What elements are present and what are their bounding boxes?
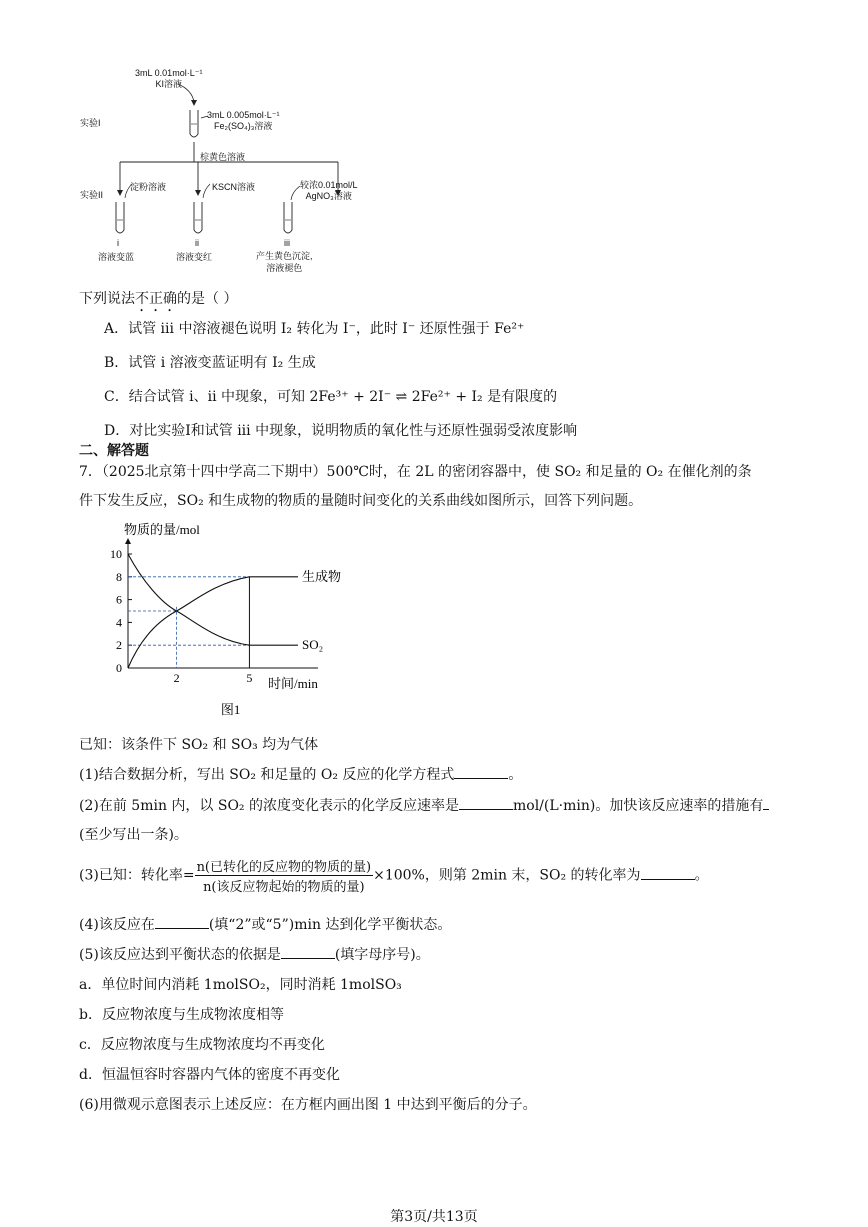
section-title: 二、解答题 — [79, 443, 149, 459]
answer-blank-5[interactable] — [281, 946, 335, 959]
q7-option-d[interactable]: d．恒温恒容时容器内气体的密度不再变化 — [79, 1067, 340, 1083]
series-label: SO₂ — [302, 637, 324, 653]
tube-ii-result: 溶液变红 — [176, 252, 213, 262]
tube-top — [190, 110, 198, 137]
chart-figure — [100, 520, 350, 720]
q7-line2: 件下发生反应，SO₂ 和生成物的物质的量随时间变化的关系曲线如图所示，回答下列问题。 — [79, 493, 643, 509]
y-tick-label: 0 — [116, 661, 122, 675]
q7-option-a[interactable]: a．单位时间内消耗 1molSO₂，同时消耗 1molSO₃ — [79, 977, 402, 993]
answer-blank-3[interactable] — [641, 867, 695, 880]
tube-i-reagent: 淀粉溶液 — [130, 182, 167, 192]
conversion-fraction: $\frac{\text{n(已转化的反应物的物质的量)}}{\text{n(该反应物起始的物质的量)}}$ — [195, 856, 374, 895]
y-tick-label: 8 — [116, 569, 122, 584]
q6-option-c[interactable]: C．结合试管 i、ii 中现象，可知 2Fe³⁺ + 2I⁻ ⇌ 2Fe²⁺ + I₂ 是有限度的 — [104, 389, 558, 405]
tube-ii — [194, 202, 202, 233]
answer-blank-2b[interactable] — [763, 797, 769, 810]
tube-ii-reagent: KSCN溶液 — [212, 182, 256, 192]
reagent-ki: 3mL 0.01mol·L⁻¹ KI溶液 — [135, 68, 203, 89]
reagent-fe: 3mL 0.005mol·L⁻¹ Fe₂(SO₄)₃溶液 — [207, 110, 280, 131]
answer-blank-1[interactable] — [454, 766, 508, 779]
tube-ii-label: ii — [195, 238, 199, 248]
q7-option-c[interactable]: c．反应物浓度与生成物浓度均不再变化 — [79, 1037, 325, 1053]
mid-label: 棕黄色溶液 — [200, 152, 246, 162]
y-tick-label: 2 — [116, 638, 122, 653]
tube-iii-label: iii — [284, 238, 290, 248]
series-label: 生成物 — [302, 568, 342, 584]
x-tick-label: 2 — [173, 671, 180, 685]
exp2-label: 实验II — [80, 190, 104, 200]
answer-blank-2[interactable] — [459, 797, 513, 810]
y-tick-label: 4 — [116, 615, 122, 630]
q7-part4: (4)该反应在 (填“2”或“5”)min 达到化学平衡状态。 — [79, 917, 452, 933]
tube-iii-result: 产生黄色沉淀, 溶液褪色 — [256, 251, 313, 273]
exp1-label: 实验I — [80, 118, 101, 128]
q7-known: 已知：该条件下 SO₂ 和 SO₃ 均为气体 — [79, 737, 319, 753]
y-tick-label: 6 — [116, 592, 122, 607]
q7-part5: (5)该反应达到平衡状态的依据是 (填字母序号)。 — [79, 947, 430, 963]
series-line-product — [128, 577, 298, 668]
q6-stem: 下列说法不正确的是（ ） — [79, 291, 238, 307]
ki-arrowhead — [191, 100, 197, 106]
tube-i — [116, 202, 124, 233]
tube-iii-reagent: 较浓0.01mol/L AgNO₃溶液 — [300, 180, 358, 201]
y-axis-arrow — [125, 538, 131, 544]
series-line-so2 — [128, 554, 298, 645]
q7-part1: (1)结合数据分析，写出 SO₂ 和足量的 O₂ 反应的化学方程式 。 — [79, 767, 523, 783]
figure-caption: 图1 — [220, 702, 241, 717]
q7-part3: (3)已知：转化率= $\frac{\text{n(已转化的反应物的物质的量)}}{\text{n(该反应物起始的物质的量)}}$ ×100%，则第 2min 末，SO₂ 的转化率为 。 — [79, 856, 709, 895]
q7-option-b[interactable]: b．反应物浓度与生成物浓度相等 — [79, 1007, 284, 1023]
x-axis-label: 时间/min — [268, 676, 318, 691]
q7-line1: 7．（2025北京第十四中学高二下期中）500℃时，在 2L 的密闭容器中，使 SO₂ 和足量的 O₂ 在催化剂的条 — [79, 464, 752, 480]
q6-option-b[interactable]: B．试管 i 溶液变蓝证明有 I₂ 生成 — [104, 355, 316, 371]
q7-part2-cont: (至少写出一条)。 — [79, 827, 188, 843]
q6-option-d[interactable]: D．对比实验I和试管 iii 中现象，说明物质的氧化性与还原性强弱受浓度影响 — [104, 423, 578, 439]
x-tick-label: 5 — [246, 671, 253, 685]
tube-i-label: i — [117, 238, 119, 248]
q6-option-a[interactable]: A．试管 iii 中溶液褪色说明 I₂ 转化为 I⁻，此时 I⁻ 还原性强于 Fe²⁺ — [104, 321, 525, 337]
tube-iii — [284, 202, 292, 233]
page-footer: 第3页/共13页 — [390, 1209, 478, 1225]
y-tick-label: 10 — [110, 547, 122, 561]
y-axis-label: 物质的量/mol — [124, 522, 200, 537]
q7-part2: (2)在前 5min 内，以 SO₂ 的浓度变化表示的化学反应速率是 mol/(L·min)。加快该反应速率的措施有 — [79, 795, 769, 815]
tube-i-result: 溶液变蓝 — [98, 252, 135, 262]
answer-blank-4[interactable] — [155, 916, 209, 929]
q7-part6: (6)用微观示意图表示上述反应：在方框内画出图 1 中达到平衡后的分子。 — [79, 1097, 537, 1113]
